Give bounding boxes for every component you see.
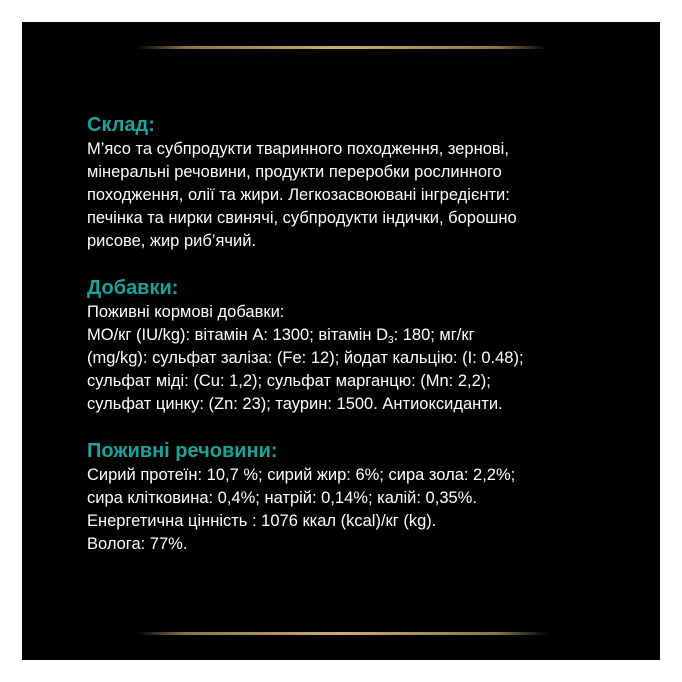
composition-section xyxy=(87,113,647,253)
nutrients-section xyxy=(87,439,647,556)
additives-line: Поживні кормові добавки: xyxy=(87,303,285,321)
additives-heading: Добавки: xyxy=(87,277,179,299)
label-panel xyxy=(22,22,660,660)
nutrients-heading: Поживні речовини: xyxy=(87,440,278,462)
top-gold-divider xyxy=(136,46,548,49)
additives-line: (mg/kg): сульфат заліза: (Fe: 12); йодат кальцію: (I: 0.48); xyxy=(87,349,524,367)
composition-line: рисове, жир риб’ячий. xyxy=(87,232,257,250)
additives-section xyxy=(87,276,647,416)
additives-line-text: : 180; мг/кг xyxy=(393,326,475,344)
bottom-gold-divider xyxy=(136,632,548,635)
additives-line: сульфат міді: (Cu: 1,2); сульфат марганцю: (Mn: 2,2); xyxy=(87,372,491,390)
content xyxy=(87,113,647,579)
vitamin-d-subscript: 3 xyxy=(388,335,394,346)
composition-heading: Склад: xyxy=(87,114,155,136)
nutrients-line: Енергетична цінність : 1076 ккал (kcal)/кг (kg). xyxy=(87,512,437,530)
nutrients-line: сира клітковина: 0,4%; натрій: 0,14%; калій: 0,35%. xyxy=(87,489,477,507)
additives-line-text: МО/кг (IU/kg): вітамін А: 1300; вітамін D xyxy=(87,326,388,344)
composition-line: походження, олії та жири. Легкозасвоювані інгредієнти: xyxy=(87,186,510,204)
nutrients-line: Сирий протеїн: 10,7 %; сирий жир: 6%; сира зола: 2,2%; xyxy=(87,466,516,484)
composition-line: М’ясо та субпродукти тваринного походження, зернові, xyxy=(87,140,509,158)
additives-line: сульфат цинку: (Zn: 23); таурин: 1500. Антиоксиданти. xyxy=(87,395,503,413)
nutrients-line: Волога: 77%. xyxy=(87,535,188,553)
composition-line: мінеральні речовини, продукти переробки рослинного xyxy=(87,163,502,181)
additives-line xyxy=(87,324,647,347)
composition-line: печінка та нирки свинячі, субпродукти індички, борошно xyxy=(87,209,517,227)
